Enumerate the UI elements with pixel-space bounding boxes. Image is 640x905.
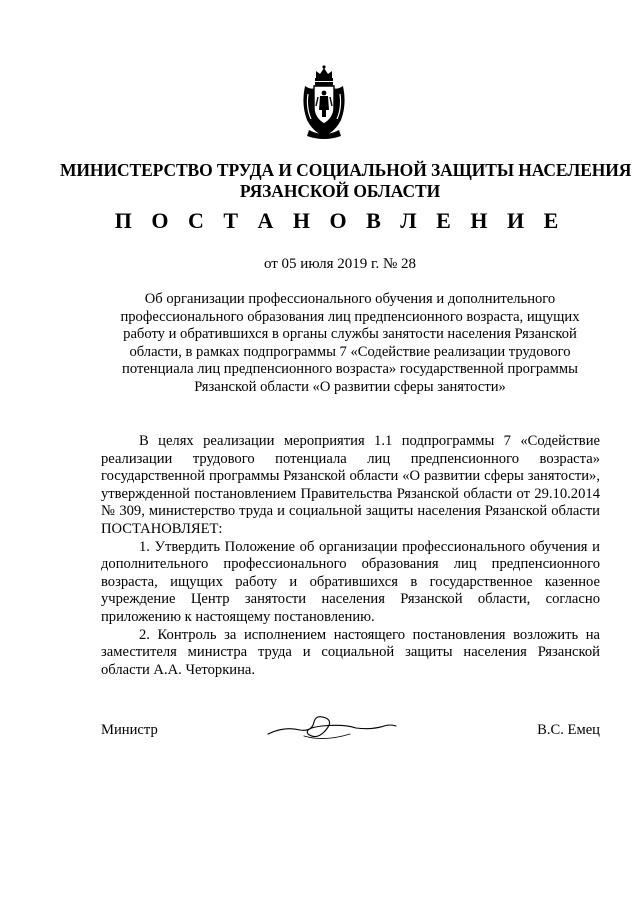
handwritten-signature-icon <box>264 708 399 748</box>
signature-block <box>101 722 600 746</box>
coat-of-arms-icon <box>299 64 349 140</box>
subject-line: Рязанской области «О развитии сферы занятости» <box>194 378 506 395</box>
subject-line: потенциала лиц предпенсионного возраста» государственной программы <box>122 361 578 378</box>
subject-line: профессионального образования лиц предпенсионного возраста, ищущих <box>120 308 580 325</box>
preamble-paragraph: В целях реализации мероприятия 1.1 подпрограммы 7 «Содействие реализации трудового потенциала лиц предпенсионного возраста» государственной программы Рязанской области «О развитии сферы занятости», утвержденной постановлением Правительства Рязанской области от 29.10.2014 № 309, министерство труда и социальной защиты населения Рязанской области ПОСТАНОВЛЯЕТ: <box>101 433 600 537</box>
document-subject <box>100 291 600 397</box>
clause-2-paragraph: 2. Контроль за исполнением настоящего постановления возложить на заместителя министра труда и социальной защиты населения Рязанской области А.А. Четоркина. <box>101 626 600 678</box>
clause-1-paragraph: 1. Утвердить Положение об организации профессионального обучения и дополнительного профессионального образования лиц предпенсионного возраста, ищущих работу и обратившихся в государственное казенное учреждение Центр занятости населения Рязанской области, согласно приложению к настоящему постановлению. <box>101 538 600 625</box>
ministry-name-line-2: РЯЗАНСКОЙ ОБЛАСТИ <box>239 181 441 201</box>
signatory-title: Министр <box>101 722 158 738</box>
ministry-name <box>60 160 632 202</box>
document-body <box>101 433 600 679</box>
ministry-name-line-1: МИНИСТЕРСТВО ТРУДА И СОЦИАЛЬНОЙ ЗАЩИТЫ НАСЕЛЕНИЯ <box>60 160 632 180</box>
subject-line: области, в рамках подпрограммы 7 «Содействие реализации трудового <box>129 343 571 360</box>
document-type-heading: П О С Т А Н О В Л Е Н И Е <box>114 208 566 233</box>
signatory-name: В.С. Емец <box>537 722 600 738</box>
subject-line: Об организации профессионального обучения и дополнительного <box>144 291 556 307</box>
subject-line: работу и обратившихся в органы службы занятости населения Рязанской <box>123 326 577 343</box>
document-date-number: от 05 июля 2019 г. № 28 <box>263 256 417 272</box>
